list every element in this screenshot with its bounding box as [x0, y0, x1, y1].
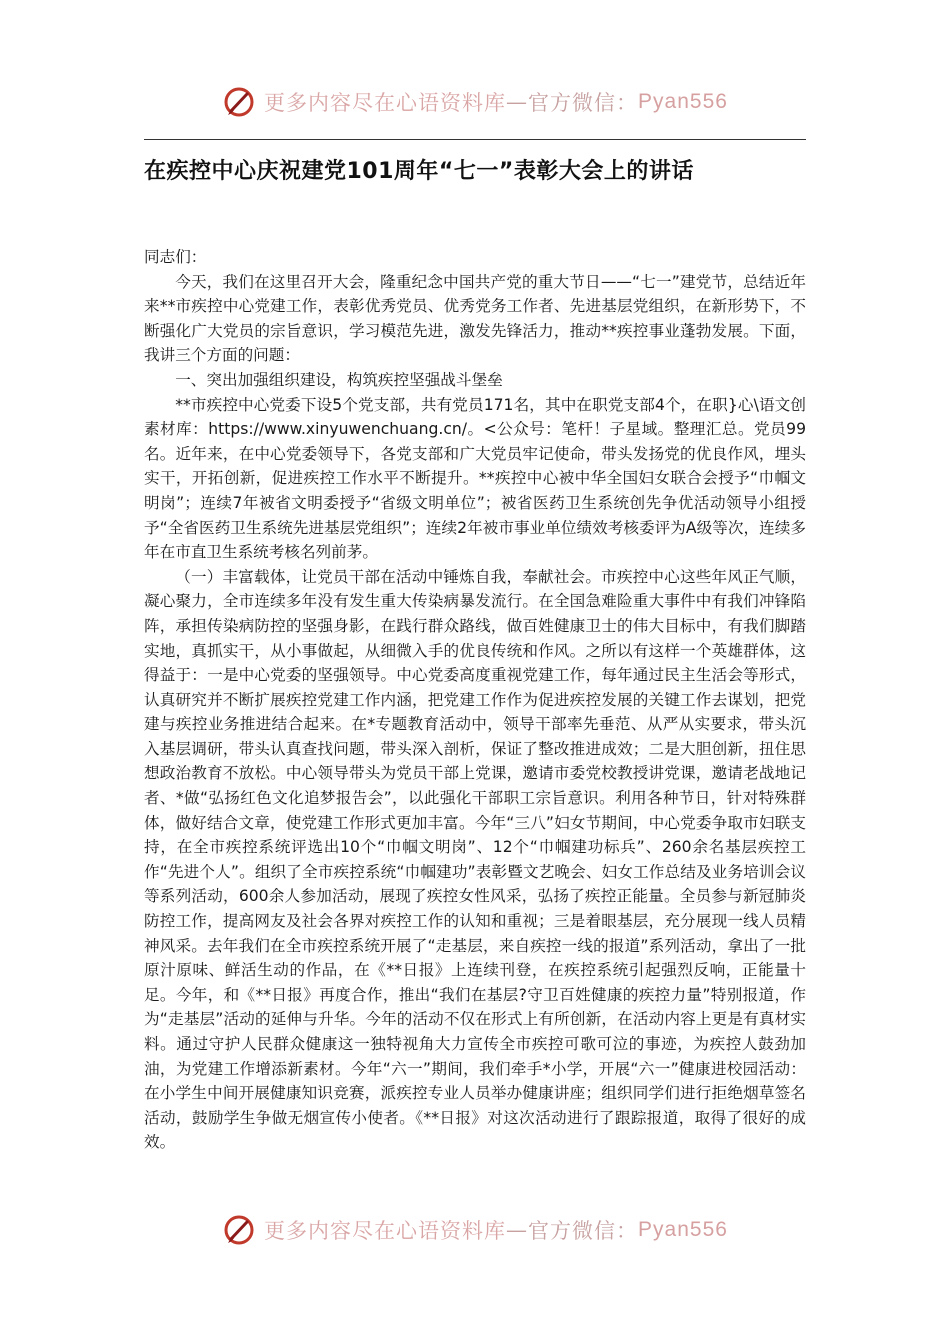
- banner-separator: —: [506, 1218, 529, 1242]
- brush-logo-icon: [222, 85, 256, 119]
- header-watermark-banner: [0, 82, 950, 122]
- header-divider: [144, 139, 806, 140]
- document-title: 在疾控中心庆祝建党101周年“七一”表彰大会上的讲话: [144, 159, 694, 184]
- document-body: [144, 245, 806, 1155]
- section-heading: 一、突出加强组织建设，构筑疾控坚强战斗堡垒: [175, 370, 503, 389]
- brush-logo-icon: [222, 1213, 256, 1247]
- banner-text: 更多内容尽在心语资料库: [264, 91, 507, 115]
- banner-wechat-id: Pyan556: [638, 1218, 728, 1241]
- paragraph-intro: 今天，我们在这里召开大会，隆重纪念中国共产党的重大节日——“七一”建党节，总结近年来**市疾控中心党建工作，表彰优秀党员、优秀党务工作者、先进基层党组织，在新形势下，不断强化广大党员的宗旨意识，学习模范先进，激发先锋活力，推动**疾控事业蓬勃发展。下面，我讲三个方面的问题：: [144, 272, 806, 365]
- banner-text: 更多内容尽在心语资料库: [264, 1219, 507, 1243]
- banner-wechat-label: 官方微信：: [528, 91, 639, 115]
- footer-watermark-banner: [0, 1210, 950, 1250]
- banner-wechat-id: Pyan556: [638, 90, 728, 113]
- paragraph-overview: **市疾控中心党委下设5个党支部，共有党员171名，其中在职党支部4个，在职}心\语文创素材库：https://www.xinyuwenchuang.cn/。<公众号：笔杆！子星域。整理汇总。党员99名。近年来，在中心党委领导下，各党支部和广大党员牢记使命，带头发扬党的优良作风，埋头实干，开拓创新，促进疾控工作水平不断提升。**疾控中心被中华全国妇女联合会授予“巾帼文明岗”；连续7年被省文明委授予“省级文明单位”；被省医药卫生系统创先争优活动领导小组授予“全省医药卫生系统先进基层党组织”；连续2年被市事业单位绩效考核委评为A级等次，连续多年在市直卫生系统考核名列前茅。: [144, 395, 806, 562]
- paragraph-subsection-one: （一）丰富载体，让党员干部在活动中锤炼自我，奉献社会。市疾控中心这些年风正气顺，凝心聚力，全市连续多年没有发生重大传染病暴发流行。在全国急难险重大事件中有我们冲锋陷阵，承担传染病防控的坚强身影，在践行群众路线，做百姓健康卫士的伟大目标中，有我们脚踏实地，真抓实干，从小事做起，从细微入手的优良传统和作风。之所以有这样一个英雄群体，这得益于：一是中心党委的坚强领导。中心党委高度重视党建工作，每年通过民主生活会等形式，认真研究并不断扩展疾控党建工作内涵，把党建工作作为促进疾控发展的关键工作去谋划，把党建与疾控业务推进结合起来。在*专题教育活动中，领导干部率先垂范、从严从实要求，带头沉入基层调研，带头认真查找问题，带头深入剖析，保证了整改推进成效；二是大胆创新，扭住思想政治教育不放松。中心领导带头为党员干部上党课，邀请市委党校教授讲党课，邀请老战地记者、*做“弘扬红色文化追梦报告会”，以此强化干部职工宗旨意识。利用各种节日，针对特殊群体，做好结合文章，使党建工作形式更加丰富。今年“三八”妇女节期间，中心党委争取市妇联支持，在全市疾控系统评选出10个“巾帼文明岗”、12个“巾帼建功标兵”、260余名基层疾控工作“先进个人”。组织了全市疾控系统“巾帼建功”表彰暨文艺晚会、妇女工作总结及业务培训会议等系列活动，600余人参加活动，展现了疾控女性风采，弘扬了疾控正能量。全员参与新冠肺炎防控工作，提高网友及社会各界对疾控工作的认知和重视；三是着眼基层，充分展现一线人员精神风采。去年我们在全市疾控系统开展了“走基层，来自疾控一线的报道”系列活动，拿出了一批原汁原味、鲜活生动的作品，在《**日报》上连续刊登，在疾控系统引起强烈反响，正能量十足。今年，和《**日报》再度合作，推出“我们在基层?守卫百姓健康的疾控力量”特别报道，作为“走基层”活动的延伸与升华。今年的活动不仅在形式上有所创新，在活动内容上更是有真材实料。通过守护人民群众健康这一独特视角大力宣传全市疾控可歌可泣的事迹，为疾控人鼓劲加油，为党建工作增添新素材。今年“六一”期间，我们牵手*小学，开展“六一”健康进校园活动：在小学生中间开展健康知识竞赛，派疾控专业人员举办健康讲座；组织同学们进行拒绝烟草签名活动，鼓励学生争做无烟宣传小使者。《**日报》对这次活动进行了跟踪报道，取得了很好的成效。: [144, 567, 806, 1152]
- salutation: 同志们：: [144, 248, 207, 266]
- banner-wechat-label: 官方微信：: [528, 1219, 639, 1243]
- banner-separator: —: [506, 90, 529, 114]
